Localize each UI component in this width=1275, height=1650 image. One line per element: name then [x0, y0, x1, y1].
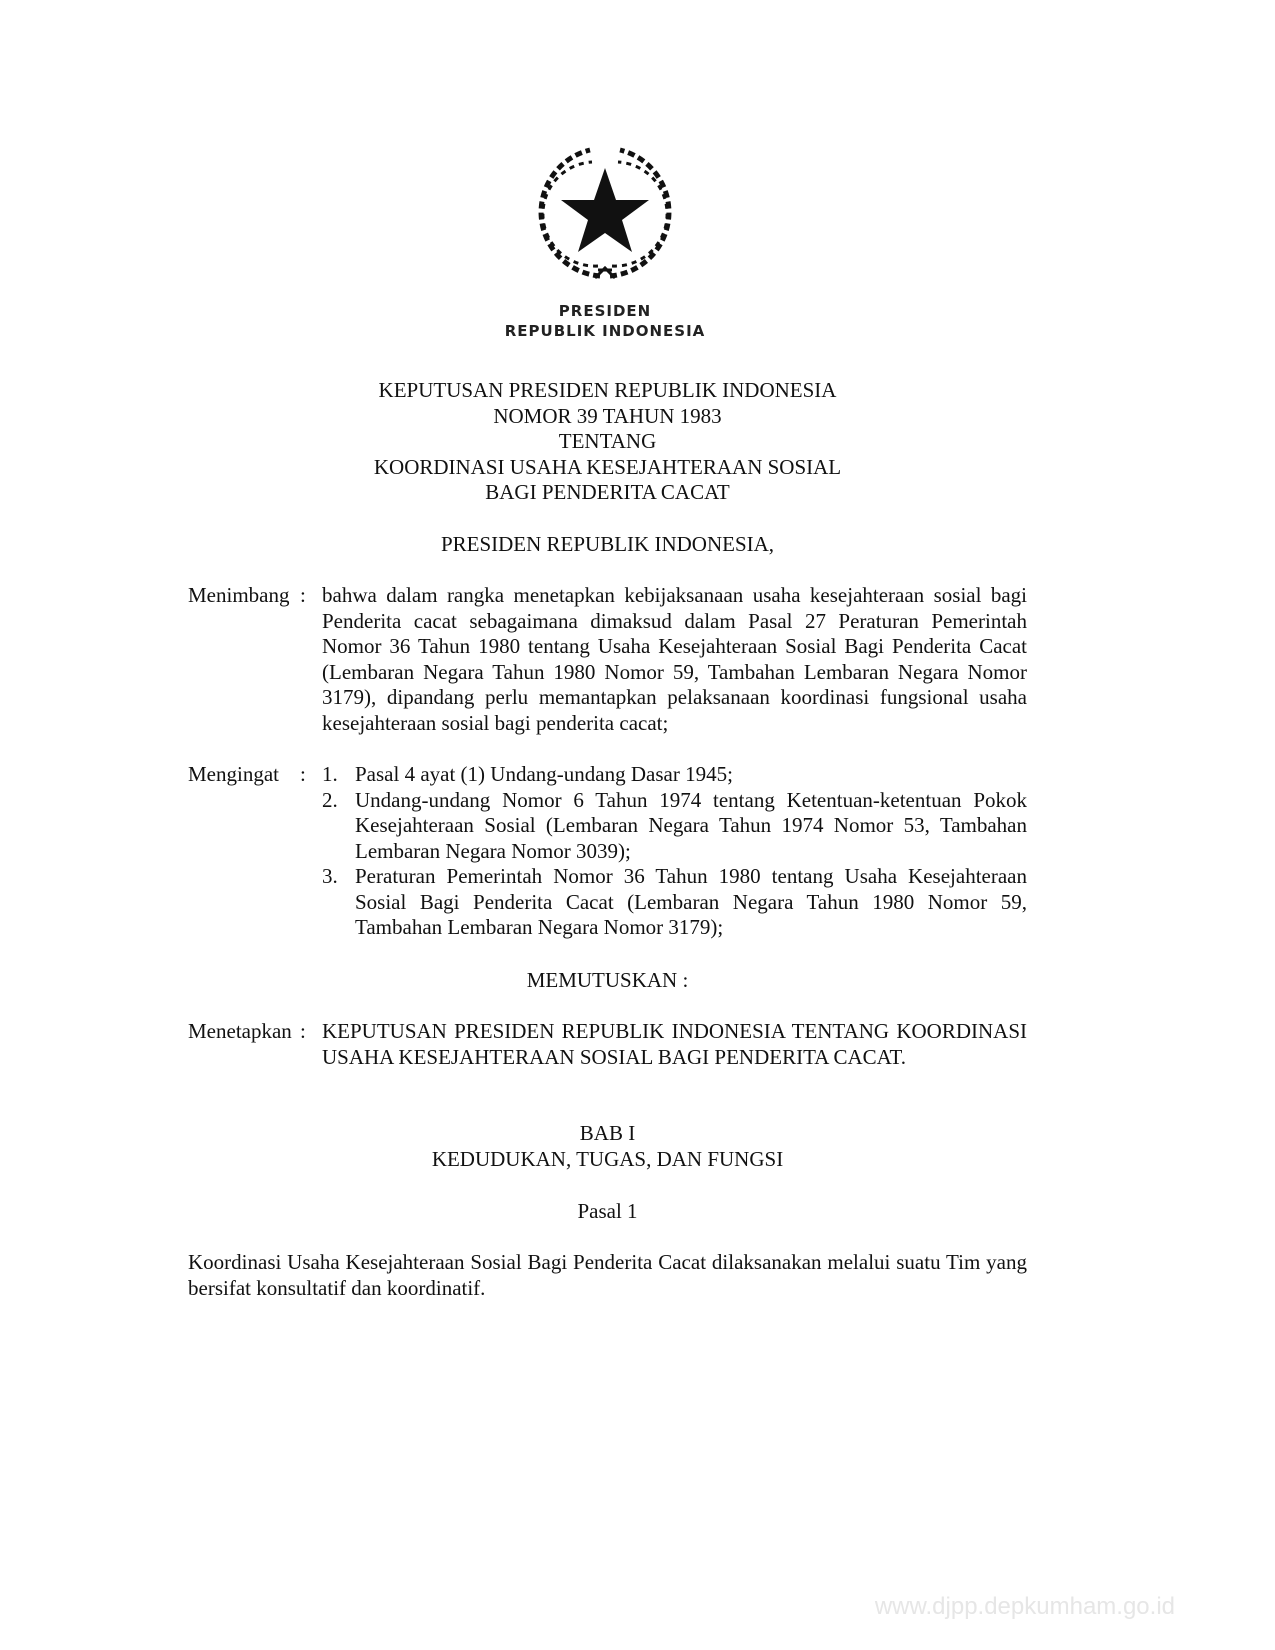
menimbang-text: bahwa dalam rangka menetapkan kebijaksanaan usaha kesejahteraan sosial bagi Penderita cacat sebagaimana dimaksud dalam Pasal 27 Peraturan Pemerintah Nomor 36 Tahun 1980 tentang Usaha Kesejahteraan Sosial Bagi Penderita Cacat (Lembaran Negara Tahun 1980 Nomor 59, Tambahan Lembaran Negara Nomor 3179), dipandang perlu memantapkan pelaksanaan koordinasi fungsional usaha kesejahteraan sosial bagi penderita cacat;	[322, 583, 1027, 735]
item-number: 3.	[322, 864, 338, 888]
title-line: KOORDINASI USAHA KESEJAHTERAAN SOSIAL	[373, 454, 842, 479]
menetapkan-text: KEPUTUSAN PRESIDEN REPUBLIK INDONESIA TENTANG KOORDINASI USAHA KESEJAHTERAAN SOSIAL BAGI PENDERITA CACAT.	[322, 1019, 1027, 1069]
list-item	[322, 762, 1027, 788]
list-item	[322, 788, 1027, 865]
colon: :	[300, 583, 306, 607]
pasal-heading: Pasal 1	[577, 1199, 638, 1223]
emblem-label-presiden: PRESIDEN	[558, 302, 652, 320]
list-item	[322, 864, 1027, 941]
title-line: TENTANG	[558, 429, 657, 453]
menimbang-section	[188, 583, 1027, 736]
colon: :	[300, 762, 306, 786]
mengingat-section	[188, 762, 1027, 941]
presidential-seal-icon	[530, 138, 680, 288]
title-line: NOMOR 39 TAHUN 1983	[493, 403, 722, 428]
bab-title: KEDUDUKAN, TUGAS, DAN FUNGSI	[431, 1147, 784, 1171]
colon: :	[300, 1019, 306, 1043]
item-number: 1.	[322, 762, 338, 786]
bab-number: BAB I	[579, 1121, 636, 1145]
title-line: KEPUTUSAN PRESIDEN REPUBLIK INDONESIA	[378, 378, 837, 402]
watermark: www.djpp.depkumham.go.id	[874, 1593, 1175, 1620]
title-line: BAGI PENDERITA CACAT	[485, 480, 730, 504]
mengingat-label: Mengingat	[188, 762, 279, 786]
item-text: Pasal 4 ayat (1) Undang-undang Dasar 1945;	[355, 762, 733, 786]
emblem-label-republik: REPUBLIK INDONESIA	[504, 322, 706, 340]
menimbang-label: Menimbang	[188, 583, 290, 607]
menetapkan-section	[188, 1019, 1027, 1070]
pasal-text: Koordinasi Usaha Kesejahteraan Sosial Bagi Penderita Cacat dilaksanakan melalui suatu Tim yang bersifat konsultatif dan koordinatif.	[188, 1250, 1027, 1300]
item-number: 2.	[322, 787, 338, 812]
memutuskan-heading: MEMUTUSKAN :	[526, 968, 689, 992]
item-text: Undang-undang Nomor 6 Tahun 1974 tentang Ketentuan-ketentuan Pokok Kesejahteraan Sosial (Lembaran Negara Tahun 1974 Nomor 53, Tambahan Lembaran Negara Nomor 3039);	[355, 787, 1027, 863]
menetapkan-label: Menetapkan	[188, 1019, 292, 1043]
item-text: Peraturan Pemerintah Nomor 36 Tahun 1980 tentang Usaha Kesejahteraan Sosial Bagi Penderita Cacat (Lembaran Negara Tahun 1980 Nomor 59, Tambahan Lembaran Negara Nomor 3179);	[355, 864, 1027, 939]
preamble: PRESIDEN REPUBLIK INDONESIA,	[440, 532, 775, 556]
document-title	[0, 378, 1215, 506]
